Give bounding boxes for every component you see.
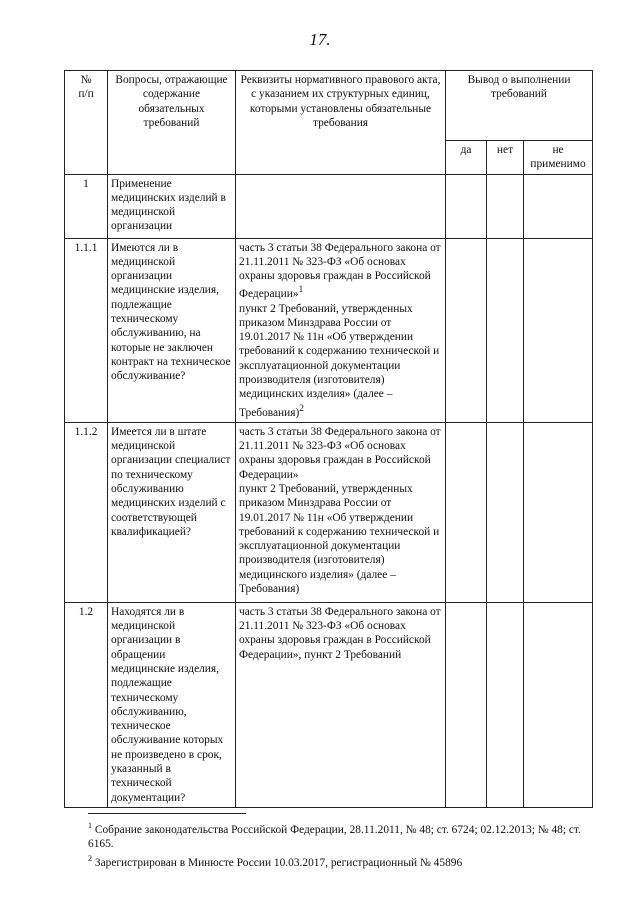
row-number: 1.1.2 (65, 422, 108, 602)
footnote-1 (88, 819, 596, 852)
table-row (65, 174, 593, 238)
cell-yes (446, 602, 487, 807)
requirements-table (64, 70, 593, 808)
row-question: Находятся ли в медицинской организации в обращении медицинские изделия, подлежащие техническому обслуживанию, техническое обслуживание которых не произведено в срок, указанный в технической документации? (108, 602, 236, 807)
page-number: 17. (309, 30, 331, 49)
cell-yes (446, 174, 487, 238)
header-no: нет (487, 141, 524, 175)
row-number: 1.1.1 (65, 238, 108, 422)
cell-no (487, 422, 524, 602)
row-question: Применение медицинских изделий в медицинской организации (108, 174, 236, 238)
footnote-ref-1: 1 (298, 285, 304, 296)
row-number: 1 (65, 174, 108, 238)
table-header-row (65, 71, 593, 141)
cell-not-applicable (524, 174, 593, 238)
header-requisites: Реквизиты нормативного правового акта, с указанием их структурных единиц, которыми установлены обязательные требования (236, 71, 446, 175)
footnotes (88, 813, 596, 870)
row-requisites: часть 3 статьи 38 Федерального закона от 21.11.2011 № 323-ФЗ «Об основах охраны здоровья граждан в Российской Федерации», пункт 2 Требований (236, 602, 446, 807)
cell-yes (446, 238, 487, 422)
table-row (65, 238, 593, 422)
header-question: Вопросы, отражающие содержание обязательных требований (108, 71, 236, 175)
footnote-mark: 1 (88, 821, 92, 830)
row-requisites (236, 174, 446, 238)
cell-not-applicable (524, 422, 593, 602)
cell-yes (446, 422, 487, 602)
header-conclusion: Вывод о выполнении требований (446, 71, 593, 141)
footnote-mark: 2 (88, 853, 92, 863)
footnote-ref-2: 2 (299, 403, 305, 414)
footnote-separator (88, 813, 246, 814)
table-row (65, 422, 593, 602)
cell-not-applicable (524, 602, 593, 807)
cell-no (487, 174, 524, 238)
row-number: 1.2 (65, 602, 108, 807)
requisites-text-part2: пункт 2 Требований, утвержденных приказом Минздрава России от 19.01.2017 № 11н «Об утверждении требований к содержанию технической и эксплуатационной документации производителя (изготовителя) медицинских изделия» (далее – Требования) (239, 302, 440, 419)
row-question: Имеется ли в штате медицинской организации специалист по техническому обслуживанию медицинских изделий с соответствующей квалификацией? (108, 422, 236, 602)
requisites-text-part1: часть 3 статьи 38 Федерального закона от 21.11.2011 № 323-ФЗ «Об основах охраны здоровья граждан в Российской Федерации» (239, 241, 441, 301)
footnote-2 (88, 852, 596, 870)
footnote-text: Собрание законодательства Российской Федерации, 28.11.2011, № 48; ст. 6724; 02.12.2013; № 48; ст. 6165. (88, 823, 581, 851)
row-question: Имеются ли в медицинской организации медицинские изделия, подлежащие техническому обслуживанию, на которые не заключен контракт на техническое обслуживание? (108, 238, 236, 422)
header-number: № п/п (65, 71, 108, 175)
row-requisites (236, 238, 446, 422)
cell-not-applicable (524, 238, 593, 422)
cell-no (487, 602, 524, 807)
cell-no (487, 238, 524, 422)
header-not-applicable: не применимо (524, 141, 593, 175)
header-yes: да (446, 141, 487, 175)
footnote-text: Зарегистрирован в Минюсте России 10.03.2017, регистрационный № 45896 (94, 856, 463, 869)
row-requisites: часть 3 статьи 38 Федерального закона от 21.11.2011 № 323-ФЗ «Об основах охраны здоровья граждан в Российской Федерации» пункт 2 Требований, утвержденных приказом Минздрава России от 19.01.2017 № 11н «Об утверждении требований к содержанию технической и эксплуатационной документации производителя (изготовителя) медицинского изделия» (далее – Требования) (236, 422, 446, 602)
table-row (65, 602, 593, 807)
